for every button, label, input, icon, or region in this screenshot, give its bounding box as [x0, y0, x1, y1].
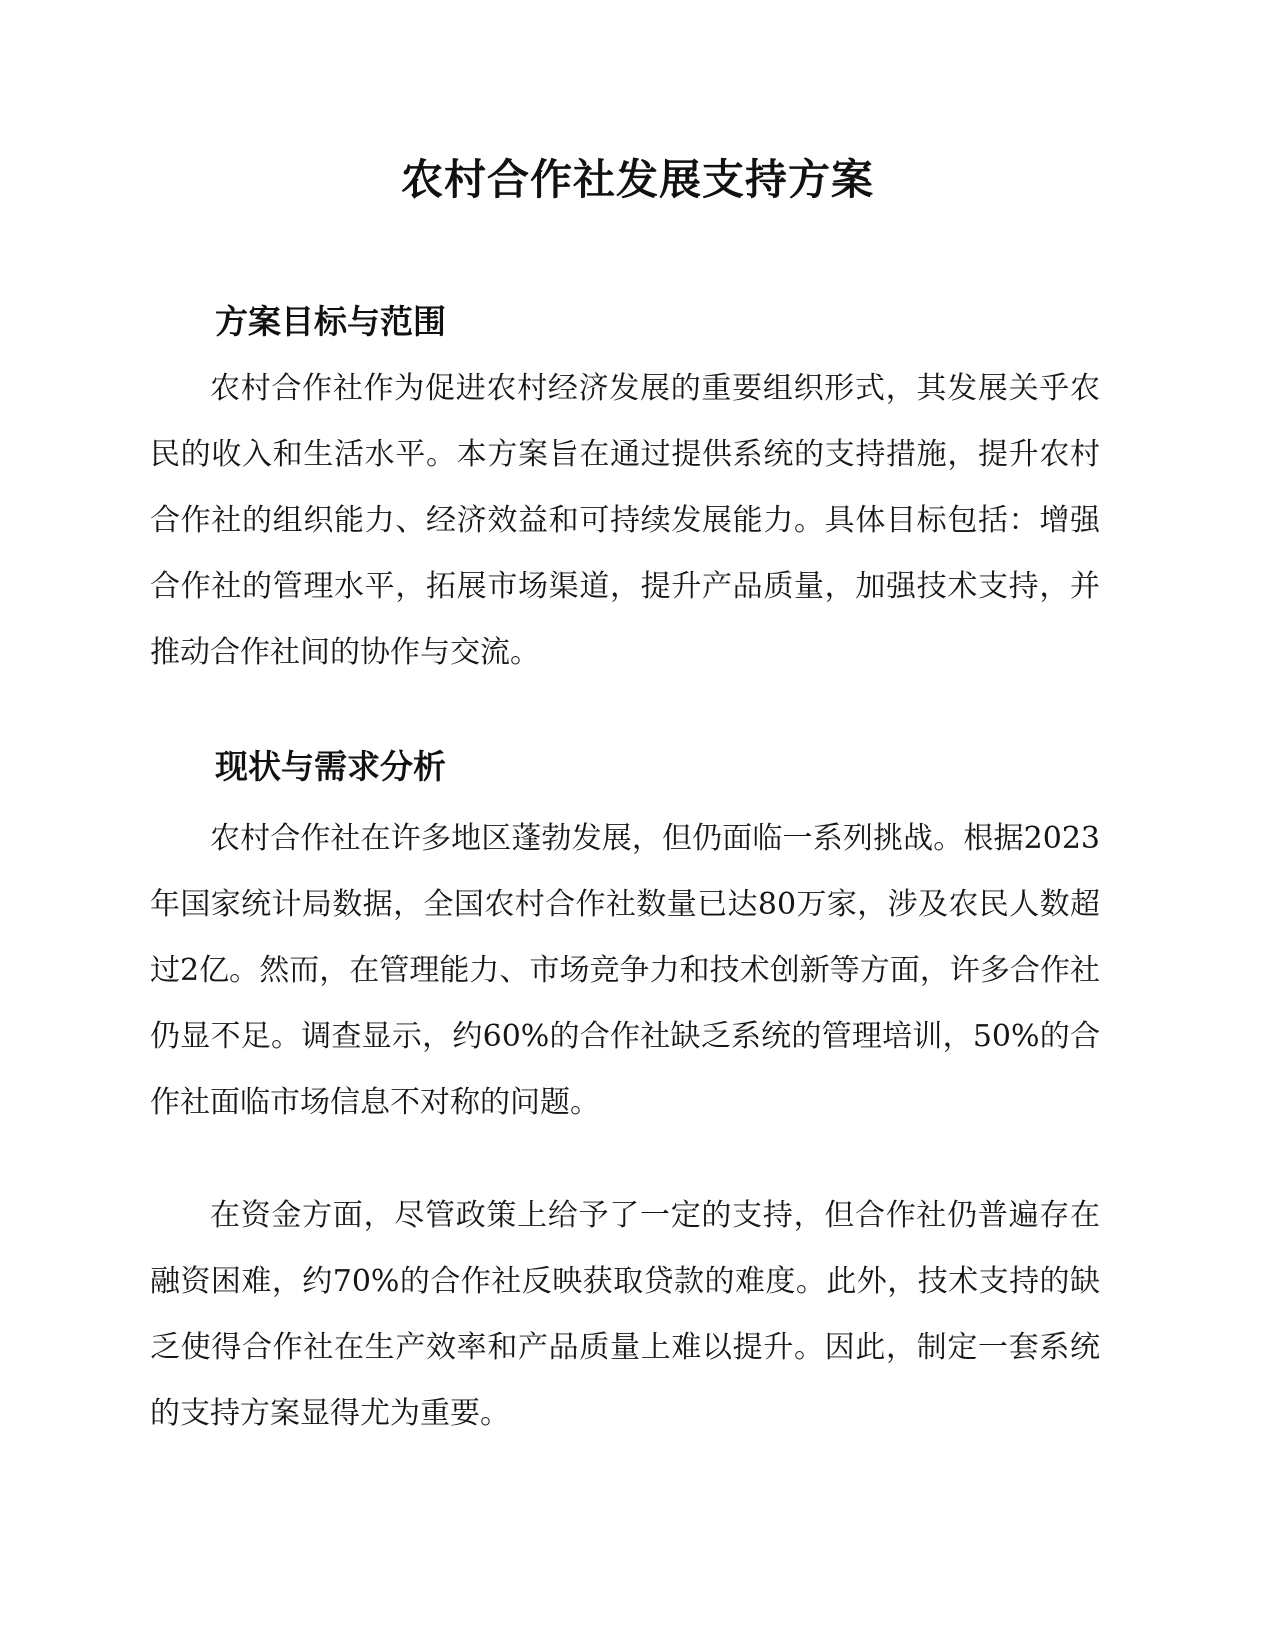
section-heading-analysis: 现状与需求分析: [215, 747, 446, 786]
paragraph-analysis-status: 农村合作社在许多地区蓬勃发展，但仍面临一系列挑战。根据2023年国家统计局数据，全国农村合作社数量已达80万家，涉及农民人数超过2亿。然而，在管理能力、市场竞争力和技术创新等方面，许多合作社仍显不足。调查显示，约60%的合作社缺乏系统的管理培训，50%的合作社面临市场信息不对称的问题。: [150, 821, 1100, 1120]
document-title: 农村合作社发展支持方案: [400, 155, 874, 204]
paragraph-goals: 农村合作社作为促进农村经济发展的重要组织形式，其发展关乎农民的收入和生活水平。本方案旨在通过提供系统的支持措施，提升农村合作社的组织能力、经济效益和可持续发展能力。具体目标包括：增强合作社的管理水平，拓展市场渠道，提升产品质量，加强技术支持，并推动合作社间的协作与交流。: [150, 371, 1100, 670]
section-heading-goals: 方案目标与范围: [215, 302, 446, 341]
paragraph-analysis-funding: 在资金方面，尽管政策上给予了一定的支持，但合作社仍普遍存在融资困难，约70%的合作社反映获取贷款的难度。此外，技术支持的缺乏使得合作社在生产效率和产品质量上难以提升。因此，制定一套系统的支持方案显得尤为重要。: [150, 1198, 1100, 1431]
